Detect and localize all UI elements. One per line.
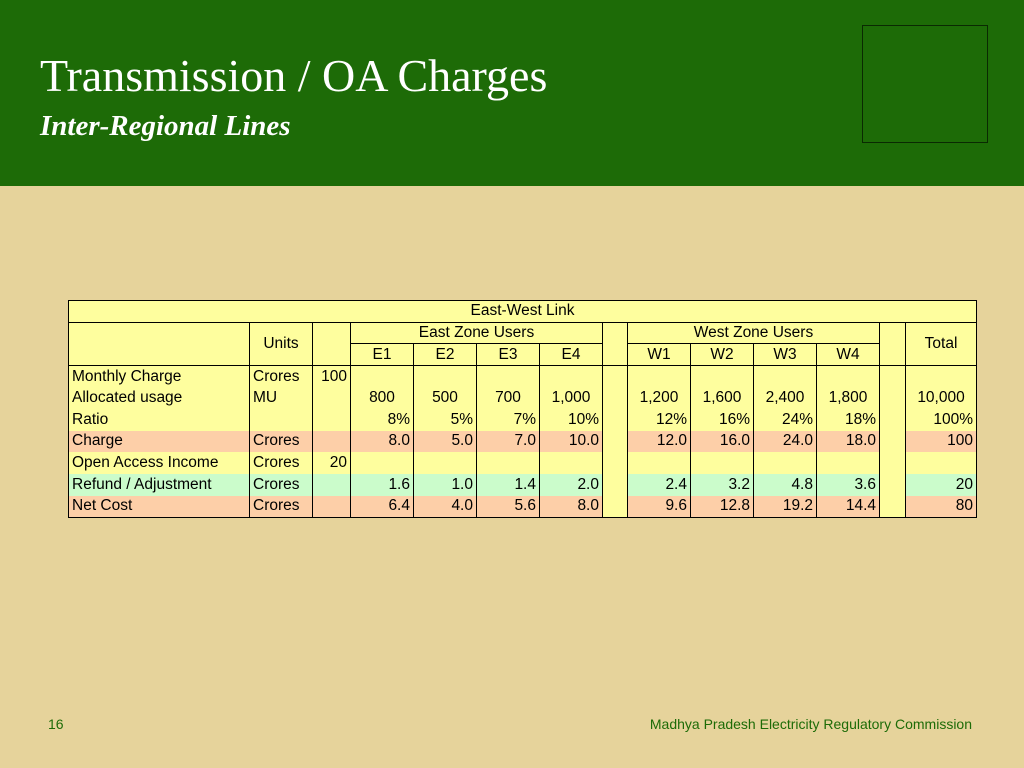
west-value — [628, 366, 691, 388]
east-value — [477, 452, 540, 474]
spacer-cell — [880, 474, 906, 496]
west-value: 18.0 — [817, 431, 880, 453]
east-value: 1.6 — [351, 474, 414, 496]
total-value: 20 — [906, 474, 977, 496]
row-unit: Crores — [250, 431, 313, 453]
total-value: 100% — [906, 409, 977, 431]
row-unit — [250, 409, 313, 431]
east-value: 1,000 — [540, 387, 603, 409]
east-value — [351, 366, 414, 388]
east-value: 1.0 — [414, 474, 477, 496]
header-label-blank — [69, 322, 250, 365]
west-value: 2,400 — [754, 387, 817, 409]
spacer-cell — [880, 387, 906, 409]
row-unit: Crores — [250, 452, 313, 474]
west-value: 12.0 — [628, 431, 691, 453]
east-west-link-table — [68, 300, 977, 518]
row-label: Allocated usage — [69, 387, 250, 409]
west-value: 1,800 — [817, 387, 880, 409]
table-title: East-West Link — [69, 301, 977, 323]
east-value: 5.6 — [477, 496, 540, 518]
west-value: 2.4 — [628, 474, 691, 496]
row-pool-value — [313, 474, 351, 496]
row-label: Ratio — [69, 409, 250, 431]
row-pool-value: 100 — [313, 366, 351, 388]
row-pool-value — [313, 409, 351, 431]
east-value: 4.0 — [414, 496, 477, 518]
east-value: 2.0 — [540, 474, 603, 496]
pool-header-blank — [313, 322, 351, 365]
east-value: 5% — [414, 409, 477, 431]
spacer-header — [603, 322, 628, 365]
west-value: 12% — [628, 409, 691, 431]
spacer-cell — [603, 452, 628, 474]
row-unit: MU — [250, 387, 313, 409]
east-value: 8.0 — [540, 496, 603, 518]
total-value: 10,000 — [906, 387, 977, 409]
row-unit: Crores — [250, 474, 313, 496]
east-value: 500 — [414, 387, 477, 409]
east-value: 8% — [351, 409, 414, 431]
west-value: 19.2 — [754, 496, 817, 518]
table-row — [69, 452, 977, 474]
east-col-header: E1 — [351, 344, 414, 366]
table-row — [69, 431, 977, 453]
west-value: 24% — [754, 409, 817, 431]
west-value — [754, 366, 817, 388]
table-row — [69, 387, 977, 409]
east-value: 5.0 — [414, 431, 477, 453]
west-col-header: W1 — [628, 344, 691, 366]
spacer-cell — [603, 409, 628, 431]
spacer-cell — [880, 366, 906, 388]
total-value — [906, 452, 977, 474]
row-label: Monthly Charge — [69, 366, 250, 388]
west-value: 18% — [817, 409, 880, 431]
east-col-header: E2 — [414, 344, 477, 366]
west-value — [628, 452, 691, 474]
east-value: 8.0 — [351, 431, 414, 453]
east-value: 6.4 — [351, 496, 414, 518]
east-value — [414, 366, 477, 388]
west-col-header: W3 — [754, 344, 817, 366]
east-value: 10.0 — [540, 431, 603, 453]
west-value: 12.8 — [691, 496, 754, 518]
total-value: 80 — [906, 496, 977, 518]
east-value — [351, 452, 414, 474]
west-value: 9.6 — [628, 496, 691, 518]
total-header: Total — [906, 322, 977, 365]
west-value: 3.6 — [817, 474, 880, 496]
west-value — [691, 452, 754, 474]
page-number: 16 — [48, 716, 64, 732]
spacer-cell — [880, 431, 906, 453]
row-pool-value: 20 — [313, 452, 351, 474]
units-header: Units — [250, 322, 313, 365]
east-value — [477, 366, 540, 388]
spacer-cell — [880, 409, 906, 431]
east-value: 7% — [477, 409, 540, 431]
west-value: 24.0 — [754, 431, 817, 453]
table-row — [69, 474, 977, 496]
row-label: Net Cost — [69, 496, 250, 518]
west-value — [817, 452, 880, 474]
west-value: 3.2 — [691, 474, 754, 496]
table-row — [69, 496, 977, 518]
spacer-cell — [603, 366, 628, 388]
spacer-cell — [603, 431, 628, 453]
row-label: Refund / Adjustment — [69, 474, 250, 496]
east-value — [540, 452, 603, 474]
row-label: Open Access Income — [69, 452, 250, 474]
spacer-cell — [880, 452, 906, 474]
total-value — [906, 366, 977, 388]
row-unit: Crores — [250, 366, 313, 388]
row-label: Charge — [69, 431, 250, 453]
west-zone-header: West Zone Users — [628, 322, 880, 344]
west-value: 14.4 — [817, 496, 880, 518]
table-row — [69, 366, 977, 388]
east-value — [540, 366, 603, 388]
west-value — [817, 366, 880, 388]
slide-title: Transmission / OA Charges — [40, 50, 548, 101]
west-value: 4.8 — [754, 474, 817, 496]
east-value: 7.0 — [477, 431, 540, 453]
west-value — [754, 452, 817, 474]
logo-placeholder — [862, 25, 988, 143]
west-value — [691, 366, 754, 388]
west-value: 1,600 — [691, 387, 754, 409]
spacer-cell — [603, 474, 628, 496]
east-value: 1.4 — [477, 474, 540, 496]
row-pool-value — [313, 387, 351, 409]
spacer-cell — [603, 387, 628, 409]
east-value: 700 — [477, 387, 540, 409]
east-col-header: E4 — [540, 344, 603, 366]
spacer-cell — [880, 496, 906, 518]
west-value: 16% — [691, 409, 754, 431]
west-col-header: W2 — [691, 344, 754, 366]
footer-text: Madhya Pradesh Electricity Regulatory Commission — [649, 716, 972, 732]
table-row — [69, 409, 977, 431]
slide-header — [0, 0, 1024, 186]
west-value: 1,200 — [628, 387, 691, 409]
spacer-header — [880, 322, 906, 365]
east-value: 800 — [351, 387, 414, 409]
row-pool-value — [313, 431, 351, 453]
east-value: 10% — [540, 409, 603, 431]
row-pool-value — [313, 496, 351, 518]
west-value: 16.0 — [691, 431, 754, 453]
west-col-header: W4 — [817, 344, 880, 366]
east-value — [414, 452, 477, 474]
spacer-cell — [603, 496, 628, 518]
east-zone-header: East Zone Users — [351, 322, 603, 344]
row-unit: Crores — [250, 496, 313, 518]
slide-subtitle: Inter-Regional Lines — [40, 110, 291, 142]
east-col-header: E3 — [477, 344, 540, 366]
total-value: 100 — [906, 431, 977, 453]
